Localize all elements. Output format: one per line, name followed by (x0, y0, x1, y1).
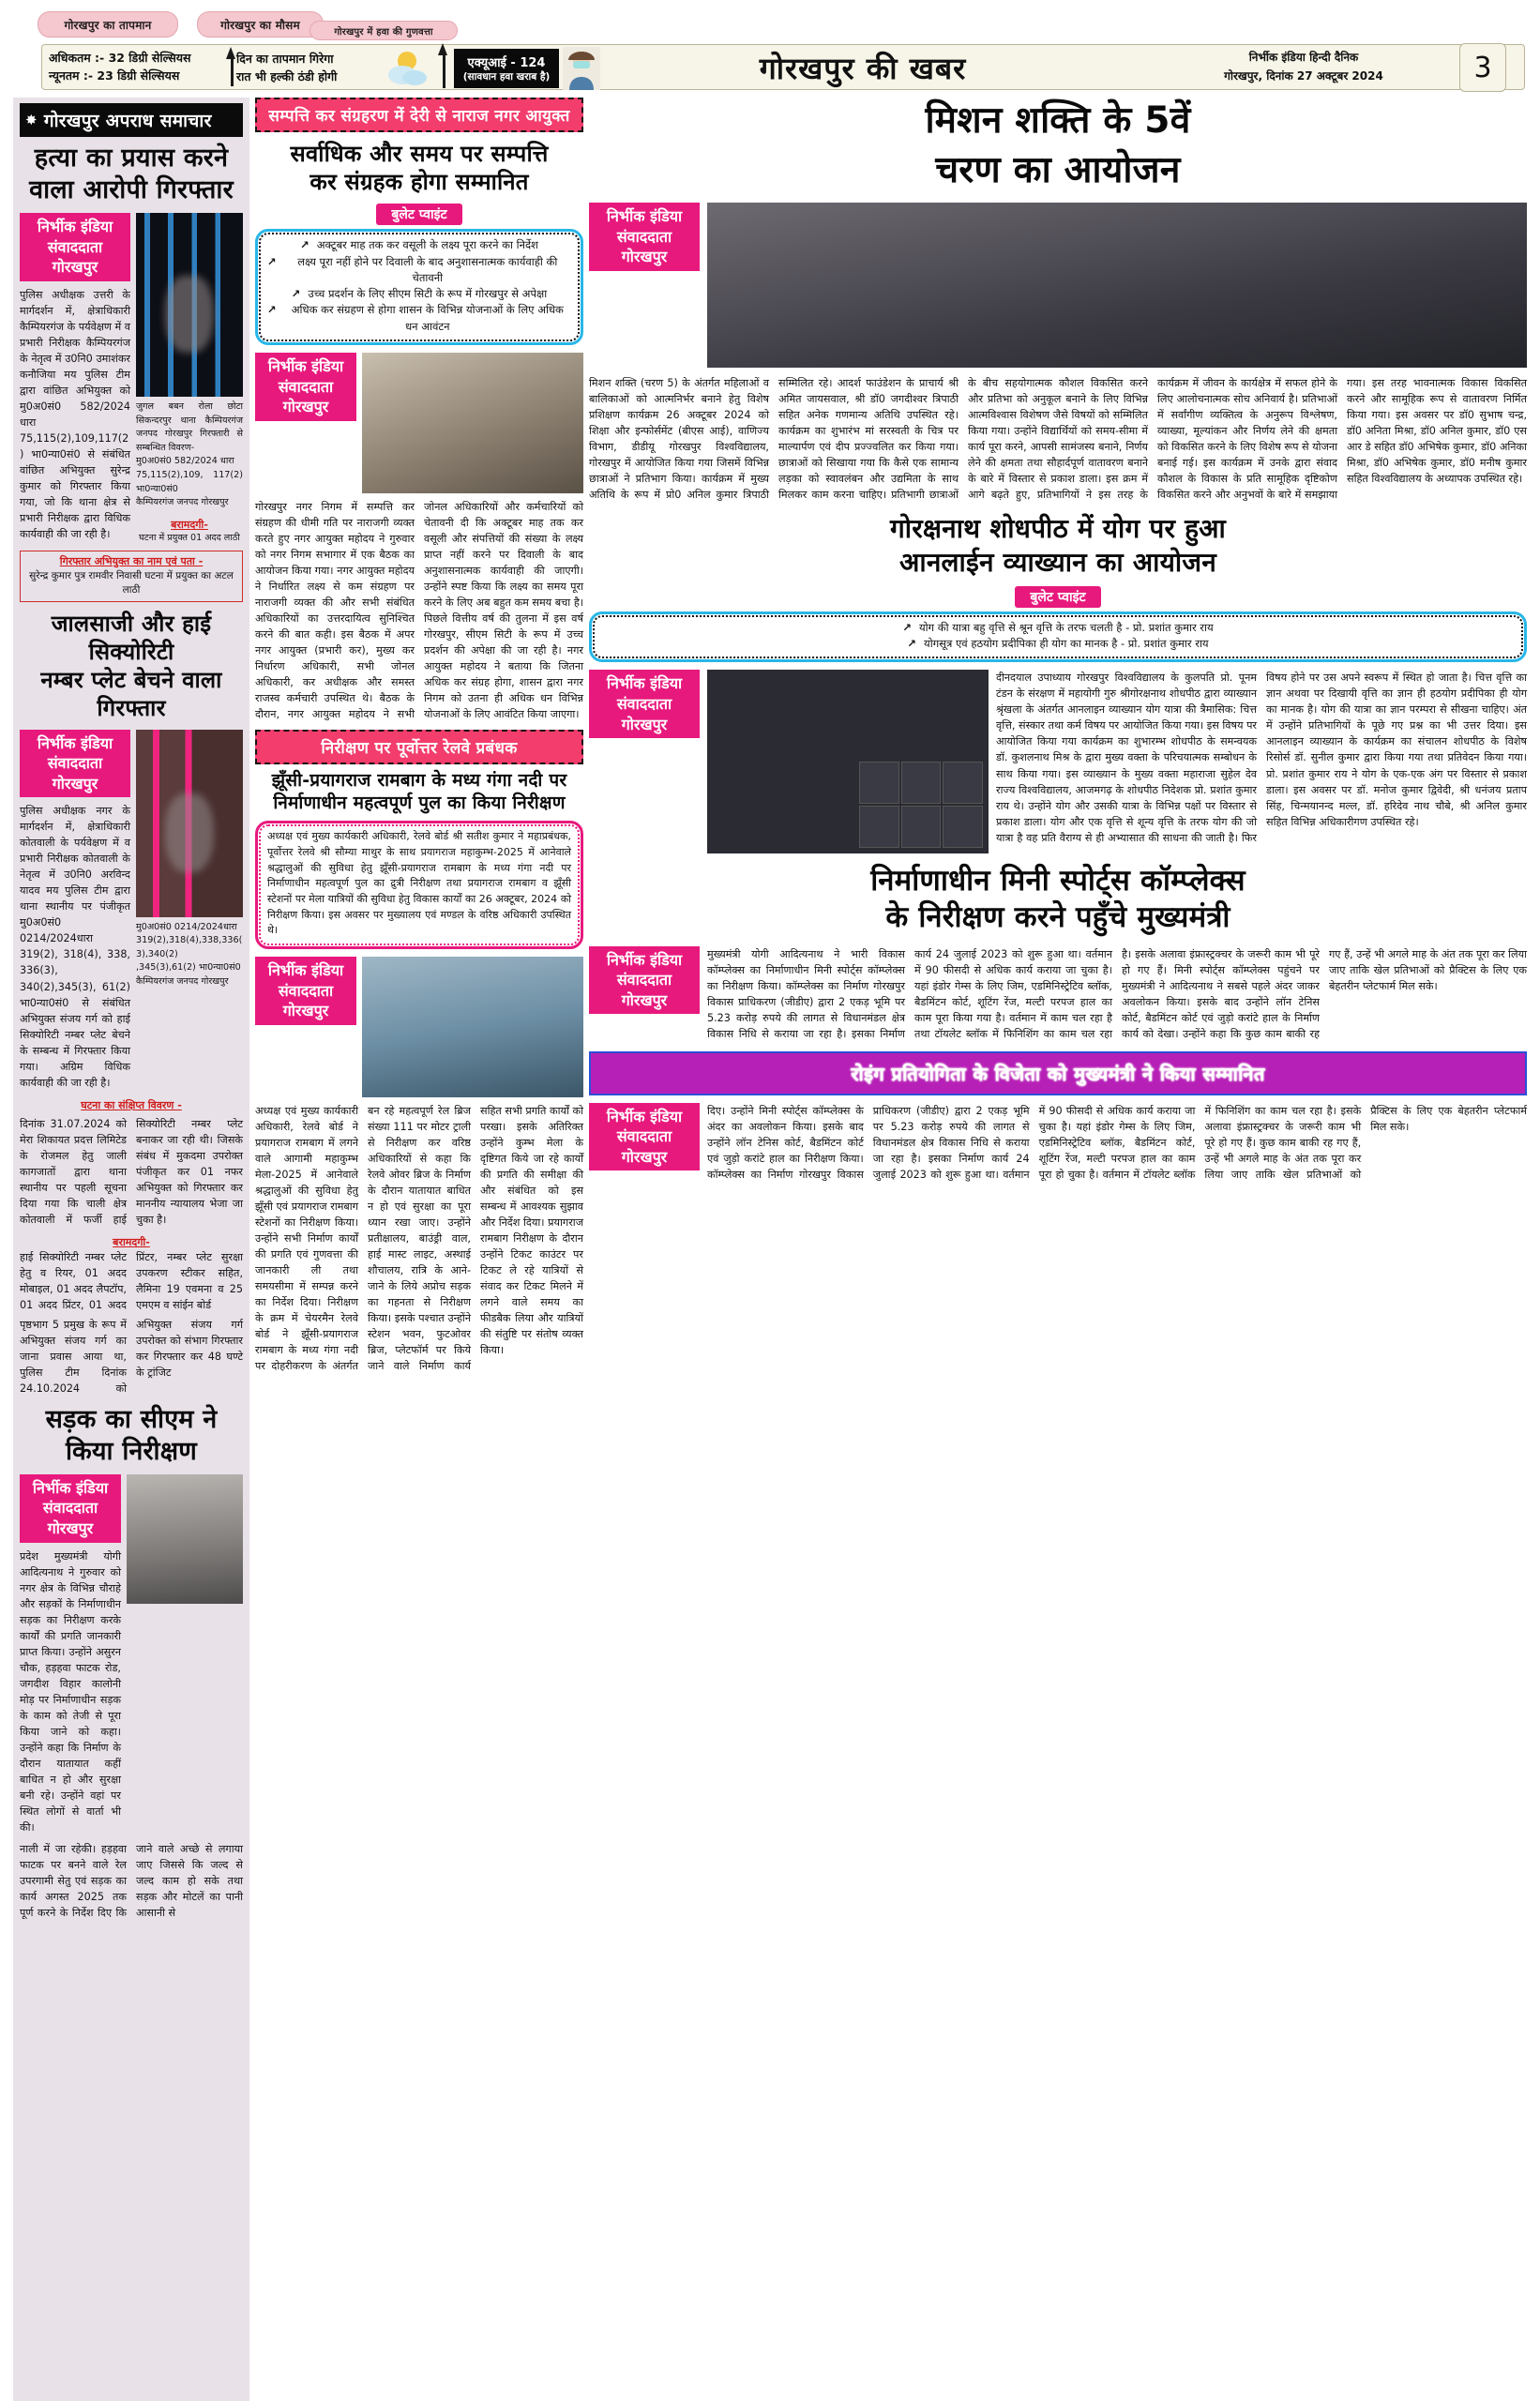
temperature-pill: गोरखपुर का तापमान (38, 11, 178, 38)
byline-1 (20, 213, 130, 281)
right-article-2-photo (707, 670, 989, 853)
byline-right-4-line-1: निर्भीक इंडिया (606, 1107, 683, 1125)
byline-2 (20, 730, 130, 798)
bullet-text: लक्ष्य पूरा नहीं होने पर दिवाली के बाद अनुशासनात्मक कार्यवाही की चेतावनी (297, 254, 558, 284)
byline-right-2 (589, 670, 700, 738)
mask-person-icon (563, 47, 600, 90)
temperature-min: न्यूनतम :- 23 डिग्री सेल्सियस (49, 68, 180, 83)
article-2-note-l2: 319(2),318(4),338,336(3),340(2) (136, 935, 243, 959)
video-call-participants-grid (859, 762, 983, 848)
byline-2-line-2: संवाददाता गोरखपुर (47, 754, 103, 793)
bullet-item (267, 302, 571, 335)
mid-article-2-body: अध्यक्ष एवं मुख्य कार्यकारी अधिकारी, रेलवे बोर्ड ने प्रयागराज रामबाग में लगने वाले आगामी महाकुम्भ मेला-2025 में आनेवाले श्रद्धालुओं की सुविधा हेतु झूँसी एवं प्रयागराज रामबाग स्टेशनों का निरीक्षण किया। उन्होंने सभी निर्माण कार्यों की प्रगति एवं गुणवत्ता की जानकारी ली तथा समयसीमा में सम्पन्न करने का निर्देश दिया। निरीक्षण के क्रम में चेयरमैन रेलवे बोर्ड ने झूँसी-प्रयागराज रामबाग के मध्य गंगा नदी पर दोहरीकरण के अंतर्गत बन रहे महत्वपूर्ण रेल ब्रिज संख्या 111 पर मोटर ट्राली से निरीक्षण कर वरिष्ठ अधिकारियों से कहा कि रेलवे ओवर ब्रिज के निर्माण के दौरान यातायात बाधित न हो एवं सुरक्षा का पूरा ध्यान रखा जाए। उन्होंने प्रतीक्षालय, बाउंड्री वाल, हाई मास्ट लाइट, अस्थाई शौचालय, रात्रि के आने-जाने के लिये अप्रोच सड़क का गहनता से निरीक्षण किया। इसके पश्चात उन्होंने स्टेशन भवन, फुटओवर ब्रिज, प्लेटफॉर्म पर किये जाने वाले निर्माण कार्य सहित सभी प्रगति कार्यों को परखा। इसके अतिरिक्त उन्होंने कुम्भ मेला के दृष्टिगत किये जा रहे कार्यों की प्रगति की समीक्षा की और संबंधित को इस सम्बन्ध में आवश्यक सुझाव और निर्देश दिया। प्रयागराज रामबाग निरीक्षण के दौरान उन्होंने टिकट काउंटर पर टिकट ले रहे यात्रियों से संवाद कर टिकट मिलने में लगने वाले समय का फीडबैक लिया और यात्रियों की संतुष्टि पर संतोष व्यक्त किया। (255, 1105, 583, 1373)
bottom-banner: रोइंग प्रतियोगिता के विजेता को मुख्यमंत्री ने किया सम्मानित (589, 1051, 1527, 1095)
masthead (0, 0, 1540, 98)
article-headline-2-line2: नम्बर प्लेट बेचने वाला गिरफ्तार (40, 667, 222, 722)
weather-pill: गोरखपुर का मौसम (197, 11, 324, 38)
byline-line-1: निर्भीक इंडिया (37, 218, 113, 236)
byline-mid-1-line-2: संवाददाता गोरखपुर (278, 377, 334, 416)
mid-article-1-photo (362, 353, 583, 493)
sun-cloud-icon (386, 49, 435, 88)
article-1-photo (136, 213, 243, 397)
article-2-more: पृष्ठभाग 5 प्रमुख के रूप में अभियुक्त संजय गर्ग का जाना प्रवास आया था, पुलिस टीम दिनांक 24.10.2024 को अभियुक्त संजय गर्ग उपरोक्त को संभाग गिरफ्तार कर गिरफ्तार कर 48 घण्टे के ट्रांजिट (20, 1318, 243, 1395)
participant-tile (943, 806, 983, 848)
recovery-label-2: बरामदगी- (113, 1235, 150, 1248)
mid-highlight-text: अध्यक्ष एवं मुख्य कार्यकारी अधिकारी, रेलवे बोर्ड श्री सतीश कुमार ने महाप्रबंधक, पूर्वोत्तर रेलवे श्री सौम्या माथुर के साथ प्रयागराज महाकुम्भ-2025 में आनेवाले श्रद्धालुओं की सुविधा हेतु झूँसी-प्रयागराज रामबाग के मध्य गंगा नदी पर निर्माणाधीन महत्वपूर्ण पुल का द्रुत्री निरीक्षण तथा प्रयागराज रामबाग व झूँसी स्टेशनों पर मेला यात्रियों की सुविधा हेतु विकास कार्यों का 26 अक्टूबर, 2024 को निरीक्षण किया। इस अवसर पर मुख्यालय एवं मण्डल के वरिष्ठ अधिकारी उपस्थित थे। (267, 830, 571, 937)
bullet-text: अधिक कर संग्रहण से होगा शासन के विभिन्न योजनाओं के लिए अधिक धन आवंटन (291, 303, 564, 333)
participant-tile (943, 762, 983, 804)
right-article-4-body: दिए। उन्होंने मिनी स्पोर्ट्स कॉम्प्लेक्स के अंदर का अवलोकन किया। इसके बाद उन्होंने लॉन टेनिस कोर्ट, बैडमिंटन कोर्ट एवं जुड़ो करांटे हाल का निरीक्षण किया। कॉम्प्लेक्स का निर्माण गोरखपुर विकास प्राधिकरण (जीडीए) द्वारा 2 एकड़ भूमि पर 5.23 करोड़ रुपये की लागत से विधानमंडल क्षेत्र विकास निधि से कराया जा रहा है। इसका निर्माण कार्य 24 जुलाई 2023 को शुरू हुआ था। वर्तमान में 90 फीसदी से अधिक कार्य कराया जा चुका है। यहां इंडोर गेम्स के लिए जिम, एडमिनिस्ट्रेटिव ब्लॉक, बैडमिंटन कोर्ट, शूटिंग रेंज, मल्टी परपज हाल का काम पूरा हो चुका है। वर्तमान में टॉयलेट ब्लॉक में फिनिशिंग का काम चल रहा है। इसके अलावा इंफ्रास्ट्रक्चर के जरूरी काम भी पूरे हो गए हैं। कुछ काम बाकी रह गए हैं, उन्हें भी अगले माह के अंत तक पूरा कर लिया जाए ताकि खेल प्रतिभाओं को प्रैक्टिस के लिए एक बेहतरीन प्लेटफार्म मिल सके। (707, 1104, 1527, 1181)
byline-line-2: संवाददाता गोरखपुर (47, 237, 103, 277)
mid-highlight-box (255, 821, 583, 949)
bullet-text: अक्टूबर माह तक कर वसूली के लक्ष्य पूरा करने का निर्देश (316, 238, 538, 252)
article-headline-1-line2: वाला आरोपी गिरफ्तार (29, 175, 234, 205)
right-article-3-body: मुख्यमंत्री योगी आदित्यनाथ ने भारी विकास कॉम्प्लेक्स का निर्माणाधीन मिनी स्पोर्ट्स कॉम्प्लेक्स का निरीक्षण किया। कॉम्प्लेक्स का निर्माण गोरखपुर विकास प्राधिकरण (जीडीए) द्वारा 2 एकड़ भूमि पर 5.23 करोड़ रुपये की लागत से विधानमंडल क्षेत्र विकास निधि से कराया जा रहा है। इसका निर्माण कार्य 24 जुलाई 2023 को शुरू हुआ था। वर्तमान में 90 फीसदी से अधिक कार्य कराया जा चुका है। यहां इंडोर गेम्स के लिए जिम, एडमिनिस्ट्रेटिव ब्लॉक, बैडमिंटन कोर्ट, शूटिंग रेंज, मल्टी परपज हाल का काम पूरा किया गया है। वर्तमान में काम चल रहा है तथा टॉयलेट ब्लॉक में फिनिशिंग का काम चल रहा है। इसके अलावा इंफ्रास्ट्रक्चर के जरूरी काम भी पूरे हो गए हैं। मिनी स्पोर्ट्स कॉम्प्लेक्स पहुंचने पर मुख्यमंत्री ने आदित्यनाथ ने सबसे पहले अंदर जाकर अवलोकन किया। इसके बाद उन्होंने लॉन टेनिस कोर्ट, बैडमिंटन कोर्ट एवं जुड़ो करांटे हाल के निर्माण कार्य को देखा। उन्होंने कहा कि कुछ काम बाकी रह गए हैं, उन्हें भी अगले माह के अंत तक पूरा कर लिया जाए ताकि खेल प्रतिभाओं को प्रैक्टिस के लिए एक बेहतरीन प्लेटफार्म मिल सके। (707, 947, 1527, 1040)
byline-right-1-line-1: निर्भीक इंडिया (606, 207, 683, 226)
mid-headline-2-line2: निर्माणाधीन महत्वपूर्ण पुल का किया निरीक्षण (273, 793, 566, 814)
weather-line-2: रात भी हल्की ठंडी होगी (236, 69, 338, 83)
bullet-item (267, 254, 571, 287)
byline-3 (20, 1474, 121, 1543)
article-1-photo-caption: जुगल बबन रोला छोटा सिकन्दरपुर थाना कैम्पियरगंज जनपद गोरखपुर गिरफ्तारी से सम्बन्धित विवरण- (136, 401, 243, 453)
article-1-note-l2: 75,115(2),109, 117(2) भा0न्या0सं0 (136, 469, 243, 494)
article-1-note-l3: कैम्पियरगंज जनपद गोरखपुर (136, 497, 229, 508)
article-headline-1-line1: हत्या का प्रयास करने (34, 143, 229, 173)
byline-right-2-line-1: निर्भीक इंडिया (606, 674, 683, 693)
participant-tile (859, 806, 899, 848)
right-article-1-photo (707, 203, 1527, 368)
right-article-1-body: मिशन शक्ति (चरण 5) के अंतर्गत महिलाओं व बालिकाओं को आत्मनिर्भर बनाने हेतु विशेष प्रशिक्षण कार्यक्रम 26 अक्टूबर 2024 को शिक्षा और इन्फोर्समेंट (बीएस आई), वाणिज्य विभाग, डीडीयू गोरखपुर विश्वविद्यालय, गोरखपुर में आयोजित किया गया जिसमें विभिन्न छात्राओं ने प्रतिभाग किया। कार्यक्रम में मुख्य अतिथि के रूप में प्रो0 अनिल कुमार त्रिपाठी सम्मिलित रहे। आदर्श फाउंडेशन के प्राचार्य श्री अमित जायसवाल, श्री डॉ0 जगदीश्वर त्रिपाठी सहित अनेक गणमान्य अतिथि उपस्थित रहे। कार्यक्रम का शुभारंभ मां सरस्वती के चित्र पर माल्यार्पण एवं दीप प्रज्ज्वलित कर किया गया। छात्राओं को सिखाया गया कि कैसे एक सामान्य लड़का को स्वावलंबन और उद्यमिता के साथ मिलकर काम करना चाहिए। प्रतिभागी छात्राओं के बीच सहयोगात्मक कौशल विकसित करने और प्रतिभा को अनुकूल बनाने के लिए विभिन्न आत्मविश्वास विशेषण जैसे विषयों को सम्मिलित किया गया। उन्होंने विद्यार्थियों को समय-सीमा में कार्य पूरा करने, आपसी सामंजस्य बनाने, निर्णय लेने की क्षमता तथा सौहार्दपूर्ण वातावरण बनाने के बारे में विस्तार से प्रकाश डाला। इस क्रम में आगे बढ़ते हुए, प्रतिभागियों ने इस तरह के कार्यक्रम में जीवन के कार्यक्षेत्र में सफल होने के लिए आलोचनात्मक सोच अनिवार्य है। प्रतिभाओं में सर्वांगीण व्यक्तित्व के अनुरूप विश्लेषण, व्याख्या, मूल्यांकन और निर्णय लेने की क्षमता को विकसित करने के लिए विशेष रूप से योजना बनाई गई। इस कार्यक्रम में उनके द्वारा संवाद कौशल के विकास के प्रति सामूहिक दृष्टिकोण विकसित करने और अनुभवों के बारे में समझाया गया। इस तरह भावनात्मक विकास विकसित करने और सामूहिक रूप से वातावरण निर्मित किया गया। इस अवसर पर डॉ0 सुभाष चन्द्र, डॉ0 अनिता मिश्रा, डॉ0 अनिल कुमार, डॉ0 एस आर डे सहित डॉ0 अभिषेक कुमार, डॉ0 अनिका मिश्रा, डॉ0 अभिषेक कुमार, डॉ0 मनीष कुमार सहित विश्वविद्यालय के अध्यापक उपस्थित रहे। (589, 377, 1527, 502)
byline-right-1-line-2: संवाददाता गोरखपुर (616, 227, 672, 266)
bullet-item (267, 286, 571, 302)
byline-3-line-2: संवाददाता गोरखपुर (42, 1499, 98, 1538)
article-2-note-l4: कैम्पियरगंज जनपद गोरखपुर (136, 975, 229, 987)
bullet-arrow-icon: ↗ (267, 303, 277, 317)
temperature-readout (43, 47, 231, 88)
incident-detail-label: घटना का संक्षिप्त विवरण - (81, 1098, 182, 1111)
weather-readout (236, 47, 396, 88)
byline-3-line-1: निर्भीक इंडिया (32, 1478, 109, 1497)
aqi-note: (सावधान हवा खराब है) (462, 71, 551, 83)
byline-mid-1 (255, 353, 356, 421)
arrested-person-box (20, 551, 243, 601)
bullet-arrow-icon: ↗ (300, 238, 310, 252)
mid-headline-1-line1: सर्वाधिक और समय पर सम्पत्ति (290, 141, 549, 167)
article-2-note-l1: मु0अ0सं0 0214/2024धारा (136, 921, 237, 932)
mid-headline-1-line2: कर संग्रहक होगा सम्मानित (310, 169, 529, 196)
bullet-box-2 (589, 612, 1527, 663)
right-headline-2-line2: आनलाईन व्याख्यान का आयोजन (899, 546, 1216, 578)
byline-right-3-line-1: निर्भीक इंडिया (606, 950, 683, 969)
bullet-box-1 (255, 229, 583, 345)
byline-right-4-line-2: संवाददाता गोरखपुर (616, 1127, 672, 1166)
air-quality-pill: गोरखपुर में हवा की गुणवत्ता (310, 21, 458, 40)
blurred-face-2 (165, 793, 214, 872)
recovery-text-1: घटना में प्रयुक्त 01 अदद लाठी (139, 532, 240, 543)
participant-tile (901, 762, 942, 804)
crime-section-label (20, 103, 243, 137)
bullet-point-title-2: बुलेट प्वाइंट (1015, 586, 1100, 608)
arrow-up-icon-stem-2 (443, 51, 445, 88)
page-title: गोरखपुर की खबर (759, 50, 967, 86)
publication-meta (1163, 45, 1444, 90)
aqi-value: एक्यूआई - 124 (467, 56, 546, 70)
right-column (589, 98, 1527, 2401)
arrow-up-icon-stem-1 (231, 54, 234, 86)
bullet-item (267, 237, 571, 253)
byline-right-3-line-2: संवाददाता गोरखपुर (616, 971, 672, 1009)
article-3-body: प्रदेश मुख्यमंत्री योगी आदित्यनाथ ने गुरुवार को नगर क्षेत्र के विभिन्न चौराहे और सड़कों के निर्माणाधीन सड़क का निरीक्षण करके कार्यों की प्रगति जानकारी प्राप्त किया। उन्होंने असुरन चौक, हड़हवा फाटक रोड, जगदीश विहार कालोनी मोड़ पर निर्माणाधीन सड़क के काम को तेजी से पूरा किया जाने को कहा। उन्होंने कहा कि निर्माण के दौरान यातायात कहीं बाधित न हो और सुरक्षा बनी रहे। उन्होंने वहां पर स्थित लोगों से वार्ता भी की। (20, 1549, 121, 1834)
arrested-box-title: गिरफ्तार अभियुक्त का नाम एवं पता - (59, 555, 204, 568)
participant-tile (859, 762, 899, 804)
byline-right-1 (589, 203, 700, 271)
bullet-arrow-icon: ↗ (267, 254, 277, 268)
bullet-item (601, 620, 1515, 636)
bullet-arrow-icon: ↗ (907, 637, 917, 651)
aqi-box (454, 49, 559, 88)
byline-right-3 (589, 946, 700, 1015)
article-3-photo (127, 1474, 243, 1604)
recovery-text-2: हाई सिक्योरिटी नम्बर प्लेट हेतु व रियर, 01 अदद मोबाइल, 01 अदद लैपटॉप, 01 अदद प्रिंटर, 01 अदद प्रिंटर, नम्बर प्लेट सुरक्षा उपकरण स्टीकर सहित, लैमिना 19 एवमना व 25 एमएम व सांईन बोर्ड (20, 1250, 243, 1311)
byline-2-line-1: निर्भीक इंडिया (37, 733, 113, 752)
blurred-face (165, 276, 214, 353)
article-2-photo (136, 730, 243, 917)
recovery-label-1: बरामदगी- (171, 518, 208, 531)
article-2-note-l3: ,345(3),61(2) भा0न्या0सं0 (136, 962, 241, 974)
bullet-item (601, 636, 1515, 652)
publication-place-date: गोरखपुर, दिनांक 27 अक्टूबर 2024 (1224, 69, 1383, 83)
mid-article-2-photo (362, 957, 583, 1097)
article-headline-3-line2: किया निरीक्षण (65, 1436, 198, 1466)
right-headline-3-line1: निर्माणाधीन मिनी स्पोर्ट्स कॉम्प्लेक्स (870, 864, 1246, 898)
bullet-point-title-1: बुलेट प्वाइंट (376, 204, 461, 225)
arrow-up-icon-1 (226, 47, 235, 59)
right-headline-3-line2: के निरीक्षण करने पहुँचे मुख्यमंत्री (885, 900, 1230, 935)
byline-mid-2-line-1: निर्भीक इंडिया (267, 961, 344, 980)
article-3-caption: नाली में जा रहेकी। हड़हवा फाटक पर बनने वाले रेल उपरगामी सेतु एवं सड़क का कार्य अगस्त 2025 तक पूर्ण करने के निर्देश दिए कि जाने वाले अच्छे से लगाया जाए जिससे कि जल्द से जल्द काम हो सके तथा सड़क और मोटलें का पानी आसानी से (20, 1842, 243, 1920)
byline-mid-2-line-2: संवाददाता गोरखपुर (278, 981, 334, 1020)
weather-line-1: दिन का तापमान गिरेगा (236, 51, 334, 66)
article-headline-2-line1: जालसाजी और हाई सिक्योरिटी (51, 610, 212, 665)
mid-topbar-2: निरीक्षण पर पूर्वोत्तर रेलवे प्रबंधक (255, 730, 583, 764)
byline-mid-2 (255, 957, 356, 1025)
bullet-text: योगसूत्र एवं हठयोग प्रदीपिका ही योग का मानक है - प्रो. प्रशांत कुमार राय (924, 637, 1209, 651)
page-number: 3 (1459, 43, 1506, 92)
mid-article-1-body: गोरखपुर नगर निगम में सम्पत्ति कर संग्रहण की धीमी गति पर नाराजगी व्यक्त करते हुए नगर आयुक्त महोदय ने गुरुवार को नगर निगम सभागार में एक बैठक का आयोजन किया गया। नगर आयुक्त महोदय ने निर्धारित लक्ष्य से कम संग्रहण पर नाराजगी व्यक्त की और सभी संबंधित अधिकारियों का उत्तरदायित्व सुनिश्चित करने की बात कही। इस बैठक में अपर नगर आयुक्त (प्रभारी कर), मुख्य कर निर्धारण अधिकारी, सभी जोनल अधिकारी, कर अधीक्षक और समस्त राजस्व कर्मचारी उपस्थित थे। बैठक के दौरान, नगर आयुक्त महोदय ने सभी जोनल अधिकारियों और कर्मचारियों को चेतावनी दी कि अक्टूबर माह तक कर वसूली और संपत्तियों की संख्या के लक्ष्य प्राप्त नहीं करने पर दिवाली के बाद अनुशासनात्मक कार्यवाही की जाएगी। उन्होंने स्पष्ट किया कि लक्ष्य का समय पूरा करने के लिए अब बहुत कम समय बचा है। पिछले वित्तीय वर्ष की तुलना में इस वर्ष गोरखपुर, सीएम सिटी के रूप में उच्च प्रदर्शन की अपेक्षा की जा रही है। नगर आयुक्त महोदय ने बताया कि जितना अधिक कर संग्रह होगा, शासन द्वारा नगर निगम को उतना ही अधिक धन विभिन्न योजनाओं के लिए आवंटित किया जाएगा। (255, 500, 583, 721)
byline-right-2-line-2: संवाददाता गोरखपुर (616, 695, 672, 733)
mid-topbar: सम्पत्ति कर संग्रहरण में देरी से नाराज नगर आयुक्त (255, 98, 583, 132)
byline-mid-1-line-1: निर्भीक इंडिया (267, 356, 344, 375)
right-headline-2-line1: गोरक्षनाथ शोधपीठ में योग पर हुआ (890, 513, 1226, 545)
article-headline-3-line1: सड़क का सीएम ने (45, 1404, 218, 1434)
publication-name: निर्भीक इंडिया हिन्दी दैनिक (1248, 51, 1359, 65)
middle-column (255, 98, 583, 2401)
arrested-box-body: सुरेन्द्र कुमार पुत्र रामवीर निवासी घटना में प्रयुक्त का अटल लाठी (29, 570, 234, 596)
bullet-arrow-icon: ↗ (291, 287, 301, 301)
temperature-max: अधिकतम :- 32 डिग्री सेल्सियस (49, 51, 191, 66)
article-1-body: पुलिस अधीक्षक उत्तरी के मार्गदर्शन में, क्षेत्राधिकारी कैम्पियरगंज के पर्यवेक्षण में व प्रभारी निरीक्षक कैम्पियरगंज के नेतृत्व में उ0नि0 उमाशंकर कनौजिया मय पुलिस टीम द्वारा वांछित अभियुक्त को मु0अ0सं0 582/2024 धारा 75,115(2),109,117(2) भा0न्या0सं0 से संबंधित वांछित अभियुक्त सुरेन्द्र कुमार को गिरफ्तार किया गया, जो कि थाना क्षेत्र से प्रभारी निरीक्षक द्वारा विधिक कार्यवाही की जा रही है। (20, 288, 130, 541)
arrow-up-icon-2 (438, 43, 447, 55)
article-2-detail-text: दिनांक 31.07.2024 को मेरा शिकायत प्रदत्त लिमिटेड के रोजमल हेतु जाली कागजातों द्वारा थाना स्थानीय पर पहली सूचना दिया गया कि चाली क्षेत्र कोतवाली में फर्जी हाई सिक्योरिटी नम्बर प्लेट बनाकर जा रही थी। जिसके संबंध में मुकदमा उपरोक्त पंजीकृत कर 01 नफर अभियुक्त को गिरफ्तार कर माननीय न्यायालय भेजा जा चुका है। (20, 1117, 243, 1226)
article-1-note-l1: मु0अ0सं0 582/2024 धारा (136, 456, 234, 467)
bullet-text: योग की यात्रा बहु वृत्ति से श्रून वृत्ति के तरफ चलती है - प्रो. प्रशांत कुमार राय (918, 620, 1214, 634)
crime-section-text: गोरखपुर अपराध समाचार (43, 111, 212, 131)
bullet-arrow-icon: ↗ (902, 620, 912, 634)
participant-tile (901, 806, 942, 848)
left-column (13, 98, 249, 2401)
article-2-body: पुलिस अधीक्षक नगर के मार्गदर्शन में, क्षेत्राधिकारी कोतवाली के पर्यवेक्षण में व प्रभारी निरीक्षक कोतवाली के नेतृत्व में उ0नि0 अरविन्द यादव मय पुलिस टीम द्वारा थाना स्थानीय पर पंजीकृत मु0अ0सं0 0214/2024धारा 319(2), 318(4), 338, 336(3), 340(2),345(3), 61(2) भा0न्या0सं0 से संबंधित अभियुक्त संजय गर्ग को हाई सिक्योरिटी नम्बर प्लेट बेचने के सम्बन्ध में गिरफ्तार किया गया। अग्रिम विधिक कार्यवाही की जा रही है। (20, 805, 130, 1089)
bullet-text: उच्च प्रदर्शन के लिए सीएम सिटी के रूप में गोरखपुर से अपेक्षा (308, 287, 548, 301)
right-headline-1-line1: मिशन शक्ति के 5वें (925, 99, 1191, 142)
right-article-2-body-top: दीनदयाल उपाध्याय गोरखपुर विश्वविद्यालय के कुलपति प्रो. पूनम टंडन के संरक्षण में महायोगी गुरु श्रीगोरक्षनाथ शोधपीठ द्वारा व्याख्यान श्रृंखला के अंतर्गत आनलाइन व्याख्यान योग यात्रा की त्रैमासिक: चित्त वृत्ति, संस्कार तथा कर्म विषय पर आयोजित किया गया। इस विषय पर आयोजित किया गया कार्यक्रम का शुभारम्भ शोधपीठ के समन्वयक डॉ. कुशलनाथ मिश्र के द्वारा मुख्य वक्ता के परिचयात्मक सम्बोधन के साथ किया गया। इस व्याख्यान के मुख्य वक्ता महाराजा सुहेल देव राज्य विश्वविद्यालय, आजमगढ़ के शोधपीठ निदेशक प्रो. प्रशांत कुमार राय थे। उन्होंने योग और उसकी यात्रा के विभिन्न पक्षों पर विस्तार से प्रकाश डाला। योग और एक वृत्ति से शून्य वृत्ति के तरफ योग की जो यात्रा है वह प्रति वैराग्य से ही अभ्यासात की साधना की जाती है। फिर विषय होने पर उस अपने स्वरूप में स्थित हो जाता है। चित्त वृत्ति का ज्ञान अथवा पर दिखायी वृत्ति का ज्ञान ही हठयोग प्रदीपिका ही योग का मानक है। योग की यात्रा का ज्ञान परम्परा से सीखना चाहिए। अंत में उन्होंने प्रतिभागियों के पूछे गए प्रश्न का भी उत्तर दिया। इस आनलाइन व्याख्यान के कार्यक्रम का संचालन शोधपीठ के विशेष रिसोर्स डॉ. सुनील कुमार द्वारा किया गया तथा प्रतिवेदन किया गया। प्रो. प्रशांत कुमार राय ने योग के एक-एक अंग पर विस्तार से प्रकाश डाला। इस अवसर पर डॉ. मनोज कुमार द्विवेदी, श्री धनंजय प्रताप सिंह, चिन्मयानन्द मल्ल, डॉ. हरिदेव नाथ चौबे, श्री अनिल कुमार सहित विभिन्न अधिकारीगण उपस्थित रहे। (996, 672, 1527, 844)
right-headline-1-line2: चरण का आयोजन (935, 149, 1181, 192)
mid-headline-2-line1: झूँसी-प्रयागराज रामबाग के मध्य गंगा नदी पर (271, 770, 567, 792)
star-icon: ✸ (25, 111, 38, 128)
byline-right-4 (589, 1103, 700, 1171)
